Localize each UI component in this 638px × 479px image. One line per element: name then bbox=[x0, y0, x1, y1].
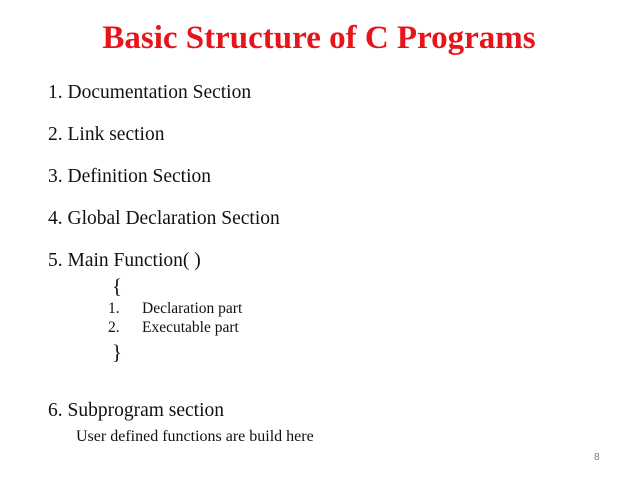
subprogram-note: User defined functions are build here bbox=[76, 428, 314, 445]
open-brace: { bbox=[112, 274, 123, 298]
page-number: 8 bbox=[594, 452, 600, 463]
section-link: 2. Link section bbox=[48, 124, 165, 145]
section-documentation: 1. Documentation Section bbox=[48, 82, 252, 103]
section-main-function: 5. Main Function( ) bbox=[48, 250, 201, 271]
part-number: 2. bbox=[108, 319, 120, 336]
close-brace: } bbox=[112, 340, 123, 364]
part-label: Declaration part bbox=[142, 300, 243, 317]
section-subprogram: 6. Subprogram section bbox=[48, 400, 225, 421]
main-part-declaration bbox=[108, 300, 242, 318]
slide-title: Basic Structure of C Programs bbox=[102, 20, 536, 56]
section-global-declaration: 4. Global Declaration Section bbox=[48, 208, 280, 229]
main-part-executable bbox=[108, 319, 239, 337]
part-number: 1. bbox=[108, 300, 120, 317]
part-label: Executable part bbox=[142, 319, 239, 336]
section-definition: 3. Definition Section bbox=[48, 166, 212, 187]
